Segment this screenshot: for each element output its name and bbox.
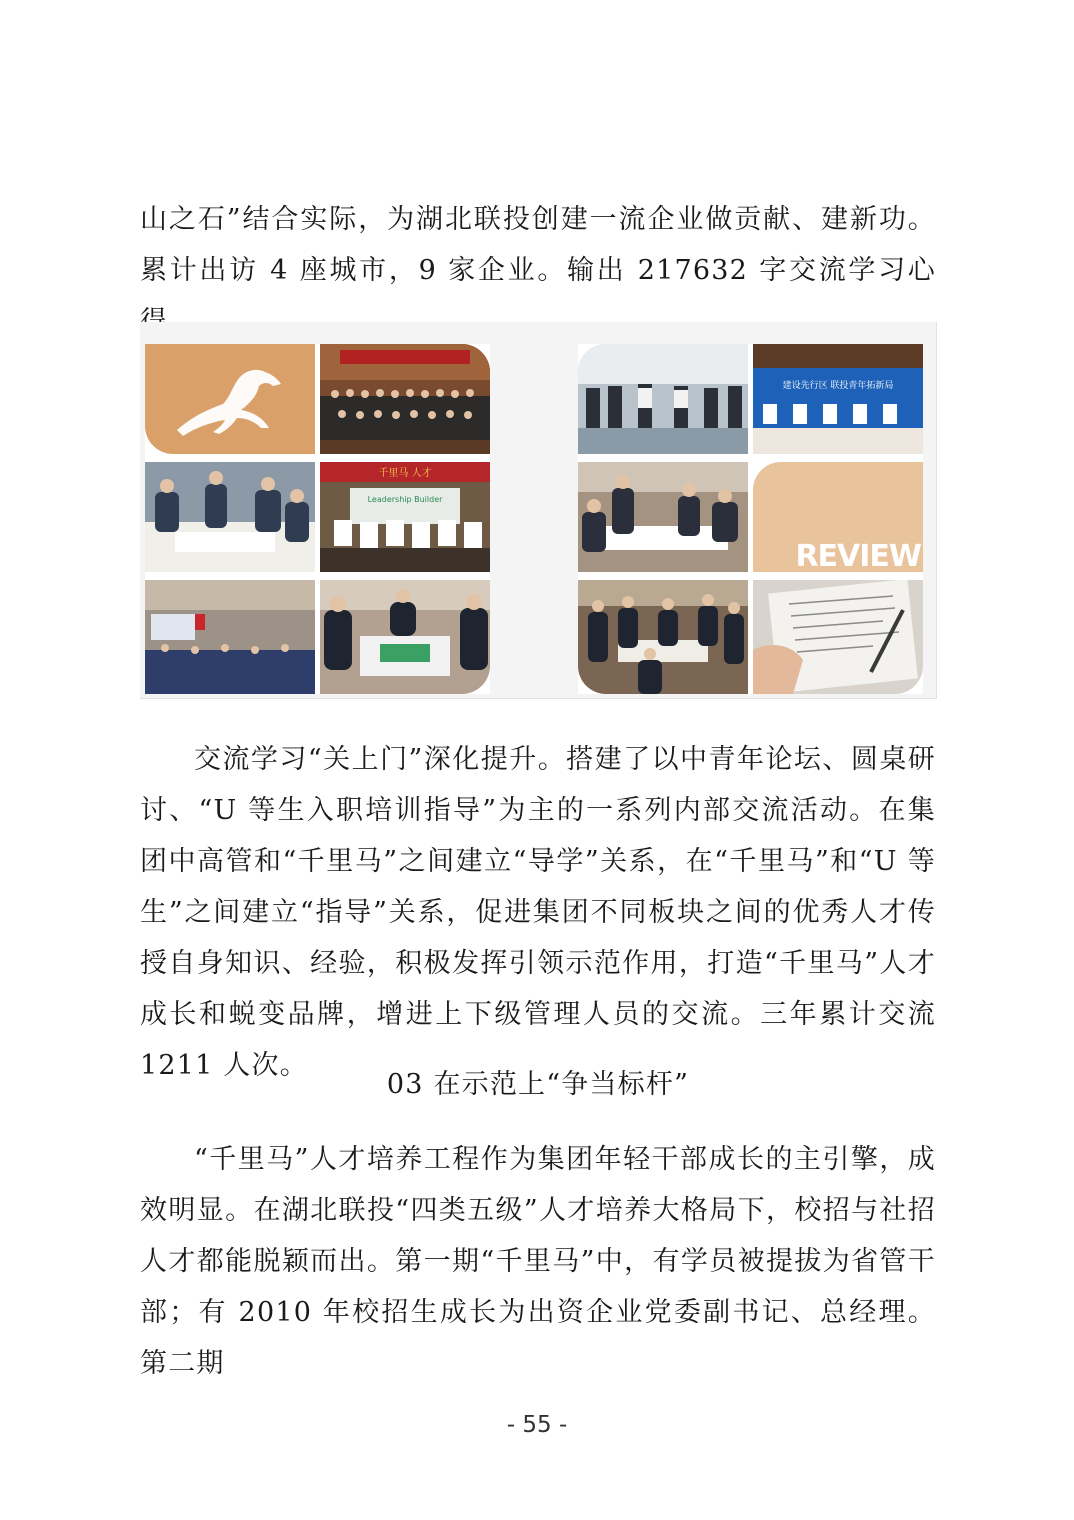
photo-forum-stage [753,344,923,454]
review-tile [753,462,923,572]
paragraph-continuation: 山之石”结合实际，为湖北联投创建一流企业做贡献、建新功。累计出访 4 座城市，9 家企业。输出 217632 字交流学习心 [140,204,936,286]
photo-table-game [320,580,490,694]
banner-text-right: 建设先行区 联投青年拓新局 [782,381,894,391]
photo-collage [140,322,937,699]
photo-conference-room [145,580,315,694]
review-text: REVIEW [795,539,921,572]
photo-site-visit [578,344,748,454]
photo-writing-notes [753,580,923,694]
photo-whiteboard-presentation [320,462,490,572]
horse-icon [145,344,315,454]
photo-panel-right [578,344,923,694]
photo-panel-left [145,344,490,694]
banner-text-left: 千里马 人才 [378,468,432,479]
section-heading: 03 在示范上“争当标杆” [386,1069,690,1100]
horse-logo-tile [145,344,315,454]
page-number: - 55 - [506,1412,568,1438]
whiteboard-text: Leadership Builder [367,495,443,504]
photo-roundtable-speaker [578,462,748,572]
paragraph-results: “千里马”人才培养工程作为集团年轻干部成长的主引擎，成效明显。在湖北联投“四类五级”人才培养大格局下，校招与社招人才都能脱颖而出。第一期“千里马”中，有学员被提拔为省管干部；有 2010 年校招生成长为出资企业党委副书记、总经理。第二期 [140,1144,936,1379]
paragraph-exchange: 交流学习“关上门”深化提升。搭建了以中青年论坛、圆桌研讨、“U 等生入职培训指导”为主的一系列内部交流活动。在集团中高管和“千里马”之间建立“导学”关系，在“千里马”和“U 等生”之间建立“指导”关系，促进集团不同板块之间的优秀人才传授自身知识、经验，积极发挥引领示范作用，打造“千里马”人才成长和蜕变品牌，增进上下级管理人员的交流。三年累计交流 1211 人次。 [140,744,936,1081]
photo-group-workshop [578,580,748,694]
photo-team-discussion [145,462,315,572]
photo-group-meeting [320,344,490,454]
